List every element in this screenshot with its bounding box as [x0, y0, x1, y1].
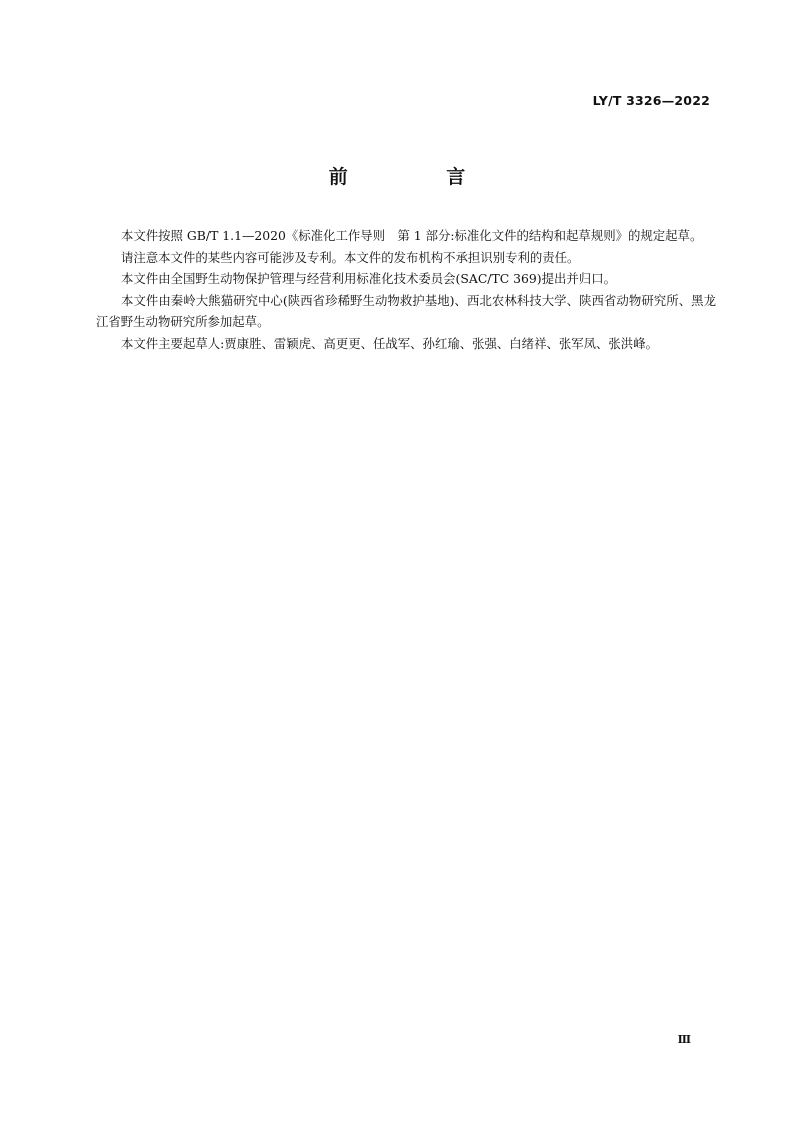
page-title: 前 言: [328, 166, 512, 188]
paragraph-patent-notice: 请注意本文件的某些内容可能涉及专利。本文件的发布机构不承担识别专利的责任。: [121, 249, 580, 265]
paragraph-proposer: 本文件由全国野生动物保护管理与经营利用标准化技术委员会(SAC/TC 369)提出并归口。: [121, 271, 616, 286]
paragraph-drafters: 本文件主要起草人:贾康胜、雷颖虎、高更更、任战军、孙红瑜、张强、白绪祥、张军凤、张洪峰。: [121, 335, 658, 351]
standard-number: LY/T 3326—2022: [592, 93, 710, 108]
paragraph-drafting-rules: 本文件按照 GB/T 1.1—2020《标准化工作导则 第 1 部分:标准化文件的结构和起草规则》的规定起草。: [121, 228, 703, 243]
foreword-body: [96, 225, 716, 354]
paragraph-drafting-units: 本文件由秦岭大熊猫研究中心(陕西省珍稀野生动物救护基地)、西北农林科技大学、陕西省动物研究所、黑龙江省野生动物研究所参加起草。: [96, 292, 716, 329]
page-number: Ⅲ: [677, 1033, 691, 1046]
